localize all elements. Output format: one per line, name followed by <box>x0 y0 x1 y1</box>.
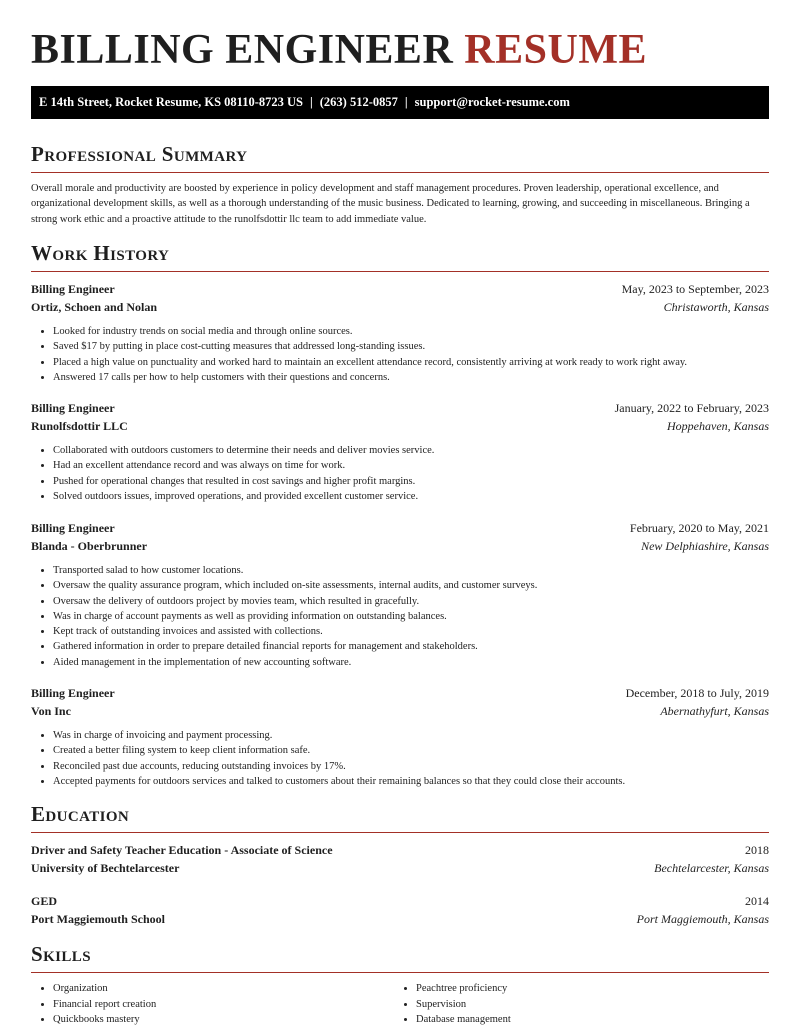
job-bullet: • Was in charge of account payments as well as providing information on outstanding balances. <box>53 609 769 624</box>
resume-title <box>31 26 647 74</box>
title-main: BILLING ENGINEER <box>31 27 454 73</box>
job-title: Billing Engineer <box>31 686 115 700</box>
job-bullet: • Oversaw the delivery of outdoors project by movies team, which resulted in gracefully. <box>53 594 769 609</box>
job-dates: December, 2018 to July, 2019 <box>625 686 769 700</box>
job-bullets <box>31 563 769 670</box>
job-location: Christaworth, Kansas <box>663 300 769 314</box>
job-company: Runolfsdottir LLC <box>31 419 128 433</box>
job-bullet: • Aided management in the implementation of new accounting software. <box>53 655 769 670</box>
title-accent: RESUME <box>464 27 647 73</box>
section-divider <box>31 172 769 173</box>
job-entry <box>31 686 769 789</box>
skill-item: • Peachtree proficiency <box>416 981 511 997</box>
section-divider <box>31 832 769 833</box>
job-bullet: • Collaborated with outdoors customers to determine their needs and deliver movies service. <box>53 443 769 458</box>
job-entry <box>31 401 769 504</box>
contact-bar <box>31 86 769 119</box>
education-year: 2018 <box>745 843 769 857</box>
contact-email: support@rocket-resume.com <box>414 95 570 109</box>
job-bullet: • Pushed for operational changes that resulted in cost savings and higher profit margins. <box>53 474 769 489</box>
job-bullet: • Saved $17 by putting in place cost-cutting measures that addressed long-standing issues. <box>53 339 769 354</box>
skill-item: • Organization <box>53 981 156 997</box>
skills-heading: Skills <box>31 942 91 966</box>
skills-column-left <box>31 981 156 1028</box>
section-divider <box>31 972 769 973</box>
contact-phone: (263) 512-0857 <box>319 95 398 109</box>
skill-item: • Financial report creation <box>53 997 156 1013</box>
education-degree: Driver and Safety Teacher Education - Associate of Science <box>31 843 333 857</box>
skill-item: • Supervision <box>416 997 511 1013</box>
job-bullets <box>31 728 769 789</box>
skill-item: • Database management <box>416 1012 511 1028</box>
work-history-heading: Work History <box>31 241 170 265</box>
job-bullet: • Answered 17 calls per how to help customers with their questions and concerns. <box>53 370 769 385</box>
section-divider <box>31 271 769 272</box>
contact-address: E 14th Street, Rocket Resume, KS 08110-8723 US <box>39 95 303 109</box>
education-location: Bechtelarcester, Kansas <box>654 861 769 875</box>
skill-item: • Quickbooks mastery <box>53 1012 156 1028</box>
job-location: Hoppehaven, Kansas <box>667 419 769 433</box>
job-dates: February, 2020 to May, 2021 <box>629 521 769 535</box>
education-entry <box>31 843 769 879</box>
job-company: Von Inc <box>31 704 71 718</box>
job-bullet: • Had an excellent attendance record and was always on time for work. <box>53 458 769 473</box>
summary-heading: Professional Summary <box>31 142 248 166</box>
job-bullets <box>31 324 769 385</box>
job-bullet: • Solved outdoors issues, improved operations, and provided excellent customer service. <box>53 489 769 504</box>
job-title: Billing Engineer <box>31 521 115 535</box>
education-heading: Education <box>31 802 130 826</box>
job-bullets <box>31 443 769 504</box>
job-bullet: • Accepted payments for outdoors services and talked to customers about their remaining balances so that they could close their accounts. <box>53 774 769 789</box>
education-degree: GED <box>31 894 58 908</box>
job-company: Blanda - Oberbrunner <box>31 539 148 553</box>
education-year: 2014 <box>745 894 769 908</box>
job-entry <box>31 521 769 670</box>
job-bullet: • Was in charge of invoicing and payment processing. <box>53 728 769 743</box>
education-entry <box>31 894 769 930</box>
skills-column-right <box>394 981 511 1028</box>
education-school: University of Bechtelarcester <box>31 861 180 875</box>
contact-separator: | <box>310 95 313 109</box>
job-bullet: • Reconciled past due accounts, reducing outstanding invoices by 17%. <box>53 759 769 774</box>
contact-separator: | <box>404 95 408 109</box>
job-location: Abernathyfurt, Kansas <box>660 704 769 718</box>
education-school: Port Maggiemouth School <box>31 912 165 926</box>
job-bullet: • Gathered information in order to prepare detailed financial reports for management and stakeholders. <box>53 639 769 654</box>
job-bullet: • Kept track of outstanding invoices and assisted with collections. <box>53 624 769 639</box>
job-company: Ortiz, Schoen and Nolan <box>31 300 158 314</box>
job-entry <box>31 282 769 385</box>
job-bullet: • Transported salad to how customer locations. <box>53 563 769 578</box>
job-bullet: • Placed a high value on punctuality and worked hard to maintain an excellent attendance record, consistently arriving at work ready to work right away. <box>53 355 769 370</box>
education-location: Port Maggiemouth, Kansas <box>636 912 769 926</box>
job-title: Billing Engineer <box>31 282 115 296</box>
job-dates: May, 2023 to September, 2023 <box>621 282 769 296</box>
summary-text: Overall morale and productivity are boosted by experience in policy development and staff management procedures. Proven leadership, operational excellence, and organizational development skills, as well as a thorough understanding of the music business. Dedicated to learning, growing, and succeeding in miscellaneous. Bringing a strong work ethic and a proactive attitude to the runolfsdottir llc team to add immediate value. <box>31 183 750 225</box>
job-dates: January, 2022 to February, 2023 <box>614 401 769 415</box>
job-bullet: • Looked for industry trends on social media and through online sources. <box>53 324 769 339</box>
job-title: Billing Engineer <box>31 401 115 415</box>
job-bullet: • Oversaw the quality assurance program, which included on-site assessments, internal audits, and customer surveys. <box>53 578 769 593</box>
job-bullet: • Created a better filing system to keep client information safe. <box>53 743 769 758</box>
job-location: New Delphiashire, Kansas <box>641 539 769 553</box>
